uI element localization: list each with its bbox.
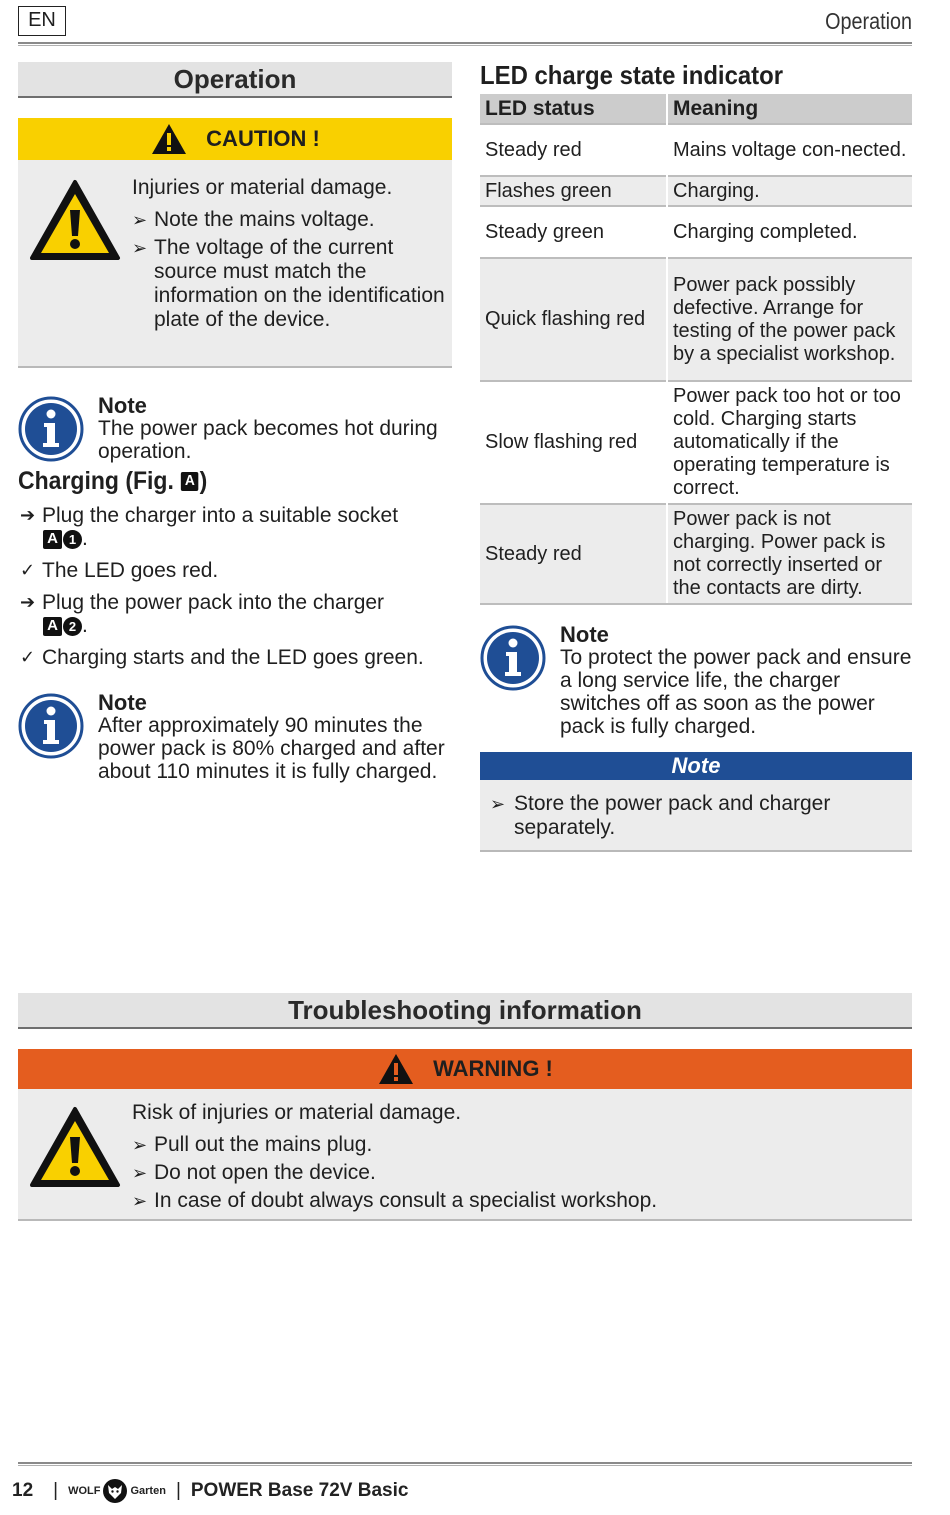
warning-triangle-icon (150, 122, 188, 156)
note-charge-time (18, 691, 452, 783)
charging-heading: Charging (Fig. A ) (18, 467, 208, 495)
arrow-icon: ➔ (20, 505, 36, 525)
warning-body (18, 1089, 912, 1221)
running-header: Operation (825, 8, 912, 34)
list-item: ➢ Store the power pack and charger separately. (490, 792, 902, 840)
table-header-status: LED status (480, 94, 667, 124)
section-title-operation: Operation (18, 62, 452, 98)
wolf-head-icon (102, 1478, 128, 1504)
info-icon (480, 625, 546, 691)
footer-divider: | (53, 1480, 59, 1501)
list-item: ➢ The voltage of the current source must match the information on the identification plate of the device. (132, 236, 452, 332)
footer (12, 1478, 408, 1504)
note-text: After approximately 90 minutes the power pack is 80% charged and after about 110 minutes it is fully charged. (98, 714, 445, 783)
note-text: To protect the power pack and ensure a long service life, the charger switches off as soon as the power pack is fully charged. (560, 646, 912, 738)
figure-number-badge: 1 (63, 530, 82, 549)
caution-list (132, 208, 452, 332)
caution-body (18, 160, 452, 368)
left-column (18, 62, 452, 783)
list-item: ➢ Do not open the device. (132, 1161, 912, 1185)
figure-number-badge: 2 (63, 617, 82, 636)
figure-ref-badge: A (43, 530, 62, 549)
led-indicator-title: LED charge state indicator (480, 60, 784, 90)
note-title: Note (98, 393, 147, 418)
check-icon: ✓ (20, 647, 36, 667)
note-box-list (490, 792, 902, 840)
list-item: ✓ The LED goes red. (20, 559, 219, 582)
led-status-table (480, 94, 912, 605)
note-box-body (480, 780, 912, 852)
language-label: EN (18, 6, 66, 36)
warning-lead: Risk of injuries or material damage. (132, 1101, 462, 1124)
note-charger-off (480, 623, 912, 738)
footer-rule (18, 1462, 912, 1466)
troubleshooting-section (18, 993, 912, 1221)
info-icon (18, 693, 84, 759)
header-rule (18, 42, 912, 46)
charging-steps (18, 504, 452, 669)
footer-divider: | (175, 1480, 181, 1501)
right-column (480, 58, 912, 852)
warning-triangle-icon (28, 1105, 122, 1189)
note-hot (18, 394, 452, 463)
arrow-icon: ➔ (20, 592, 36, 612)
brand-logo: WOLF Garten (68, 1478, 166, 1504)
page-number: 12 (12, 1480, 34, 1501)
table-row: Quick flashing red Power pack possibly defective. Arrange for testing of the power pack by a specialist workshop. (480, 258, 912, 381)
table-row: Steady green Charging completed. (480, 206, 912, 258)
list-item: ✓ Charging starts and the LED goes green. (20, 646, 424, 669)
list-item: ➔ Plug the power pack into the charger A 2 . (20, 591, 385, 637)
caution-label: CAUTION ! (206, 126, 320, 151)
figure-ref-badge: A (43, 617, 62, 636)
product-name: POWER Base 72V Basic (190, 1480, 409, 1501)
note-box-header: Note (480, 752, 912, 780)
check-icon: ✓ (20, 560, 36, 580)
warning-header (18, 1049, 912, 1089)
list-item: ➢ Pull out the mains plug. (132, 1133, 912, 1157)
warning-triangle-icon (377, 1052, 415, 1086)
warning-label: WARNING ! (433, 1056, 553, 1081)
caution-header (18, 118, 452, 160)
warning-list (132, 1133, 912, 1213)
note-title: Note (98, 690, 147, 715)
note-text: The power pack becomes hot during operation. (98, 417, 438, 463)
table-row: Slow flashing red Power pack too hot or too cold. Charging starts automatically if the operating temperature is correct. (480, 381, 912, 504)
table-header-meaning: Meaning (667, 94, 912, 124)
caution-lead: Injuries or material damage. (132, 176, 393, 199)
list-item: ➢ In case of doubt always consult a specialist workshop. (132, 1189, 912, 1213)
note-title: Note (560, 622, 609, 647)
info-icon (18, 396, 84, 462)
table-row: Steady red Power pack is not charging. Power pack is not correctly inserted or the contacts are dirty. (480, 504, 912, 604)
table-row: Steady red Mains voltage con-nected. (480, 124, 912, 176)
section-title-troubleshooting: Troubleshooting information (18, 993, 912, 1029)
table-row: Flashes green Charging. (480, 176, 912, 206)
list-item: ➢ Note the mains voltage. (132, 208, 452, 232)
list-item: ➔ Plug the charger into a suitable socket A 1 . (20, 504, 399, 550)
figure-ref-badge: A (181, 472, 198, 491)
warning-triangle-icon (28, 178, 122, 262)
